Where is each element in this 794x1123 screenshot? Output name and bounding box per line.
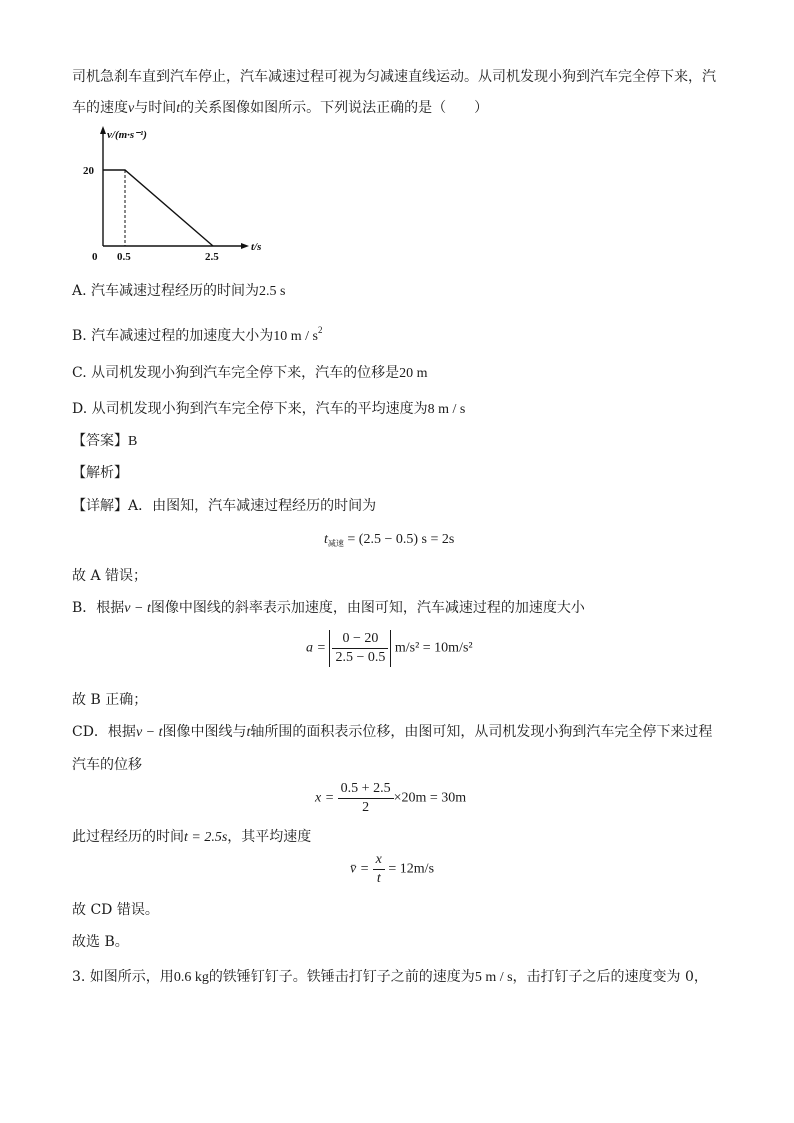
- detail-time-line: 此过程经历的时间t = 2.5s，其平均速度: [72, 829, 312, 845]
- vt-chart: [78, 126, 262, 266]
- detail-a-conclusion: 故 A 错误；: [72, 568, 148, 584]
- detail-a-line: 【详解】A．由图知，汽车减速过程经历的时间为: [72, 498, 377, 514]
- x-axis-arrow: [241, 243, 249, 249]
- option-b: B. 汽车减速过程的加速度大小为10 m / $s^2$: [72, 325, 323, 344]
- detail-cd-line-1: CD．根据v − t图像中图线与t轴所围的面积表示位移，由图可知，从司机发现小狗到汽车完全停下来过程: [72, 724, 713, 740]
- final-answer-line: 故选 B。: [72, 934, 129, 950]
- detail-b-line: B．根据v − t图像中图线的斜率表示加速度，由图可知，汽车减速过程的加速度大小: [72, 600, 585, 616]
- intro-line-2: 车的速度v与时间t的关系图像如图所示。下列说法正确的是（ ）: [72, 100, 489, 116]
- intro-line-1: 司机急刹车直到汽车停止，汽车减速过程可视为匀减速直线运动。从司机发现小狗到汽车完全停下来，汽: [72, 69, 716, 85]
- option-a: A. 汽车减速过程经历的时间为2.5 s: [72, 283, 286, 299]
- x-tick-label-0: 0: [92, 251, 98, 263]
- equation-1: $t_{减速} = (2.5 - 0.5) s = 2s$: [324, 532, 455, 548]
- answer-line: 【答案】B: [72, 433, 138, 449]
- option-d: D. 从司机发现小狗到汽车完全停下来，汽车的平均速度为8 m / s: [72, 401, 466, 417]
- equation-2: a = $\frac{0 - 20}{2.5 - 0.5}$ m/s² = 10m/s²: [306, 631, 473, 665]
- analysis-label: 【解析】: [72, 465, 128, 481]
- x-axis-label: t/s: [251, 241, 262, 253]
- y-axis-label: v/(m·s⁻¹): [107, 129, 147, 141]
- equation-4: v̄ = $\frac{x}{t}$ = 12m/s: [350, 852, 435, 886]
- question-3-line: 3. 如图所示，用0.6 kg的铁锤钉钉子。铁锤击打钉子之前的速度为5 m / s，击打钉子之后的速度变为 0，: [72, 969, 708, 985]
- y-axis-arrow: [100, 126, 106, 134]
- detail-cd-conclusion: 故 CD 错误。: [72, 902, 159, 918]
- y-tick-label-20: 20: [83, 165, 94, 177]
- detail-b-conclusion: 故 B 正确；: [72, 692, 148, 708]
- x-tick-label-2.5: 2.5: [205, 251, 219, 263]
- series-line: [103, 170, 213, 246]
- detail-cd-line-2: 汽车的位移: [72, 757, 142, 773]
- option-c: C. 从司机发现小狗到汽车完全停下来，汽车的位移是20 m: [72, 365, 428, 381]
- equation-3: x = $\frac{0.5 + 2.5}{2}$ ×20m = 30m: [315, 781, 467, 815]
- x-tick-label-0.5: 0.5: [117, 251, 131, 263]
